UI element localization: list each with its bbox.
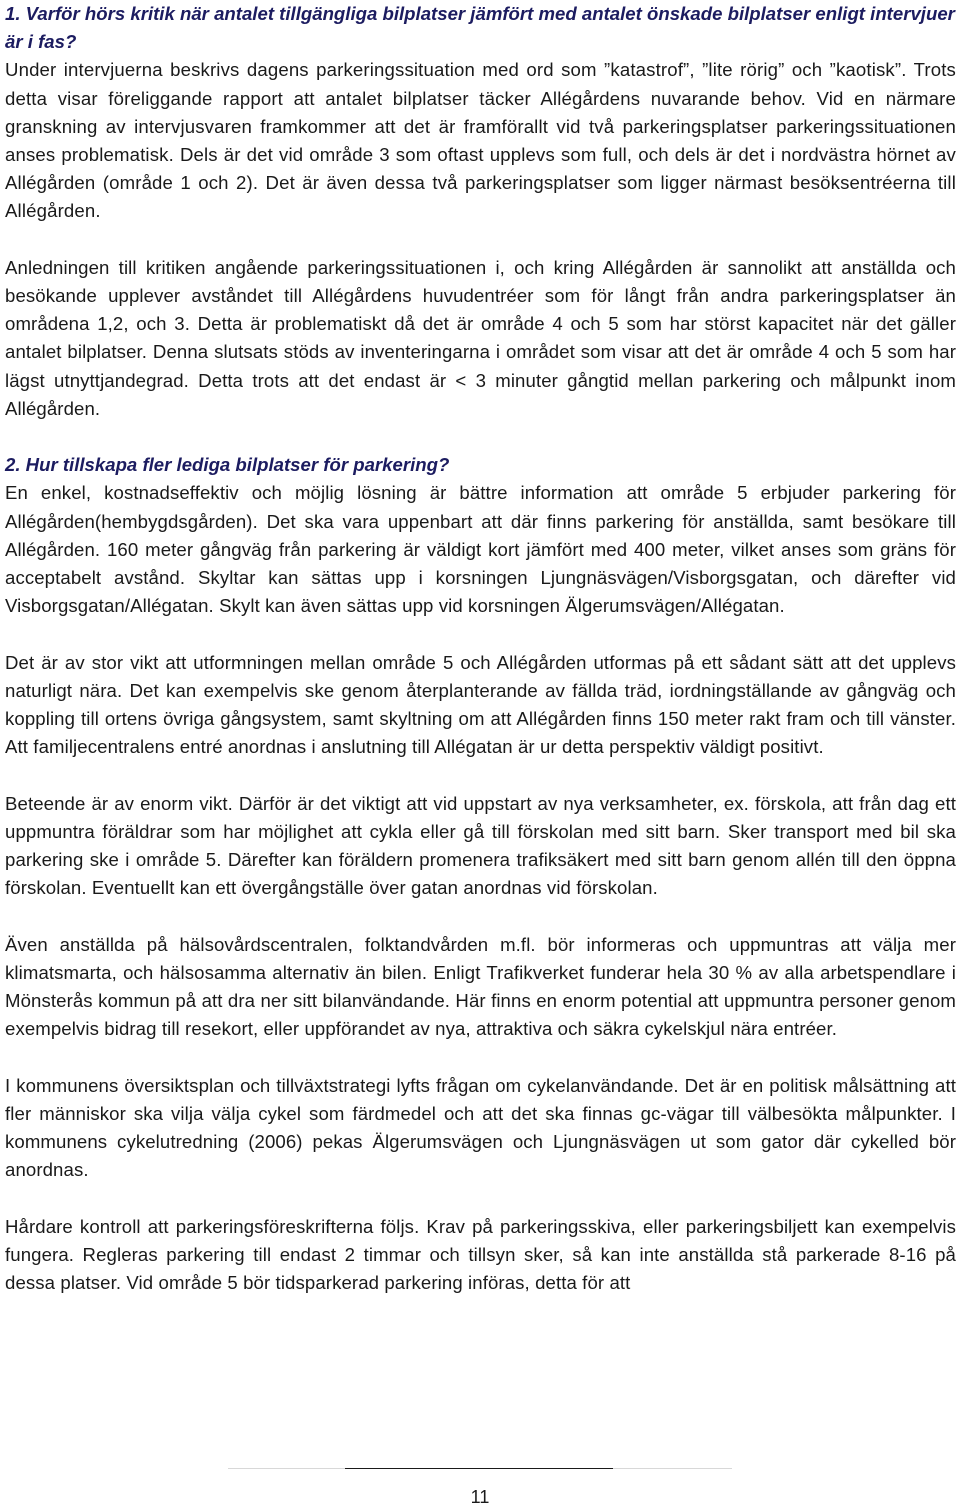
section-2-paragraph-2: Det är av stor vikt att utformningen mellan område 5 och Allégården utformas på ett sådant sätt att det upplevs naturligt nära. Det kan exempelvis ske genom återplanterande av fällda träd, iordningställande av gångväg och koppling till ortens övriga gångsystem, samt skyltning om att Allégården finns 150 meter rakt fram och till vänster. Att familjecentralens entré anordnas i anslutning till Allégatan är ur detta perspektiv väldigt positivt. (5, 651, 956, 758)
paragraph-spacer (5, 423, 956, 451)
paragraph-spacer (5, 620, 956, 648)
section-1-paragraph-2: Anledningen till kritiken angående parkeringssituationen i, och kring Allégården är sannolikt att anställda och besökande upplever avståndet till Allégårdens huvudentréer som för långt från andra parkeringsplatser än områdena 1,2, och 3. Detta är problematiskt då det är område 4 och 5 som har störst kapacitet när det gäller antalet bilplatser. Denna slutsats stöds av inventeringarna i området som visar att det är område 4 och 5 som har lägst utnyttjandegrad. Detta trots att det endast är < 3 minuter gångtid mellan parkering och målpunkt inom Allégården. (5, 256, 956, 419)
paragraph-spacer (5, 226, 956, 254)
section-2-paragraph-6: Hårdare kontroll att parkeringsföreskrifterna följs. Krav på parkeringsskiva, eller parkeringsbiljett kan exempelvis fungera. Regleras parkering till endast 2 timmar och tillsyn sker, så kan inte anställda stå parkerade 8-16 på dessa platser. Vid område 5 bör tidsparkerad parkering införas, detta för att (5, 1215, 956, 1294)
paragraph-spacer (5, 761, 956, 789)
section-2-paragraph-4: Även anställda på hälsovårdscentralen, folktandvården m.fl. bör informeras och uppmuntras att välja mer klimatsmarta, och hälsosamma alternativ än bilen. Enligt Trafikverket funderar hela 30 % av alla arbetspendlare i Mönsterås kommun på att dra ner sitt bilanvändande. Här finns en enorm potential att uppmuntra personer genom exempelvis bidrag till resekort, eller uppförandet av nya, attraktiva och säkra cykelskjul nära entréer. (5, 933, 956, 1040)
footer-divider-accent (345, 1468, 613, 1469)
section-1-paragraph-1: Under intervjuerna beskrivs dagens parkeringssituation med ord som ”katastrof”, ”lite rörig” och ”kaotisk”. Trots detta visar föreliggande rapport att antalet bilplatser täcker Allégårdens nuvarande behov. Vid en närmare granskning av intervjusvaren framkommer att det är framförallt vid två parkeringsplatser parkeringssituationen anses problematisk. Dels är det vid område 3 som oftast upplevs som full, och dels är det i nordvästra hörnet av Allégården (område 1 och 2). Det är även dessa två parkeringsplatser som ligger närmast besöksentréerna till Allégården. (5, 59, 956, 222)
section-2-paragraph-5: I kommunens översiktsplan och tillväxtstrategi lyfts frågan om cykelanvändande. Det är en politisk målsättning att fler människor ska vilja välja cykel som färdmedel och att det ska finnas gc-vägar till välbesökta målpunkter. I kommunens cykelutredning (2006) pekas Älgerumsvägen och Ljungnäsvägen ut som gator där cykelled bör anordnas. (5, 1074, 956, 1181)
document-page (5, 0, 956, 1297)
section-1-heading: 1. Varför hörs kritik när antalet tillgängliga bilplatser jämfört med antalet önskade bilplatser enligt intervjuer är i fas? (5, 3, 955, 53)
paragraph-spacer (5, 1184, 956, 1212)
section-2-paragraph-3: Beteende är av enorm vikt. Därför är det viktigt att vid uppstart av nya verksamheter, ex. förskola, att från dag ett uppmuntra föräldrar som har möjlighet att cykla eller gå till förskolan med sitt barn. Sker transport med bil ska parkering ske i område 5. Därefter kan föräldern promenera trafiksäkert med sitt barn genom allén till den öppna förskolan. Eventuellt kan ett övergångställe över gatan anordnas vid förskolan. (5, 792, 956, 899)
page-number: 11 (470, 1487, 490, 1507)
section-2-heading: 2. Hur tillskapa fler lediga bilplatser för parkering? (5, 454, 450, 476)
paragraph-spacer (5, 1043, 956, 1071)
section-2-paragraph-1: En enkel, kostnadseffektiv och möjlig lösning är bättre information att område 5 erbjuder parkering för Allégården(hembygdsgården). Det ska vara uppenbart att där finns parkering för anställda, samt besökare till Allégården. 160 meter gångväg från parkering är väldigt kort jämfört med 400 meter, vilket anses som gräns för acceptabelt avstånd. Skyltar kan sättas upp i korsningen Ljungnäsvägen/Visborgsgatan, och därefter vid Visborgsgatan/Allégatan. Skylt kan även sättas upp vid korsningen Älgerumsvägen/Allégatan. (5, 482, 956, 617)
paragraph-spacer (5, 902, 956, 930)
